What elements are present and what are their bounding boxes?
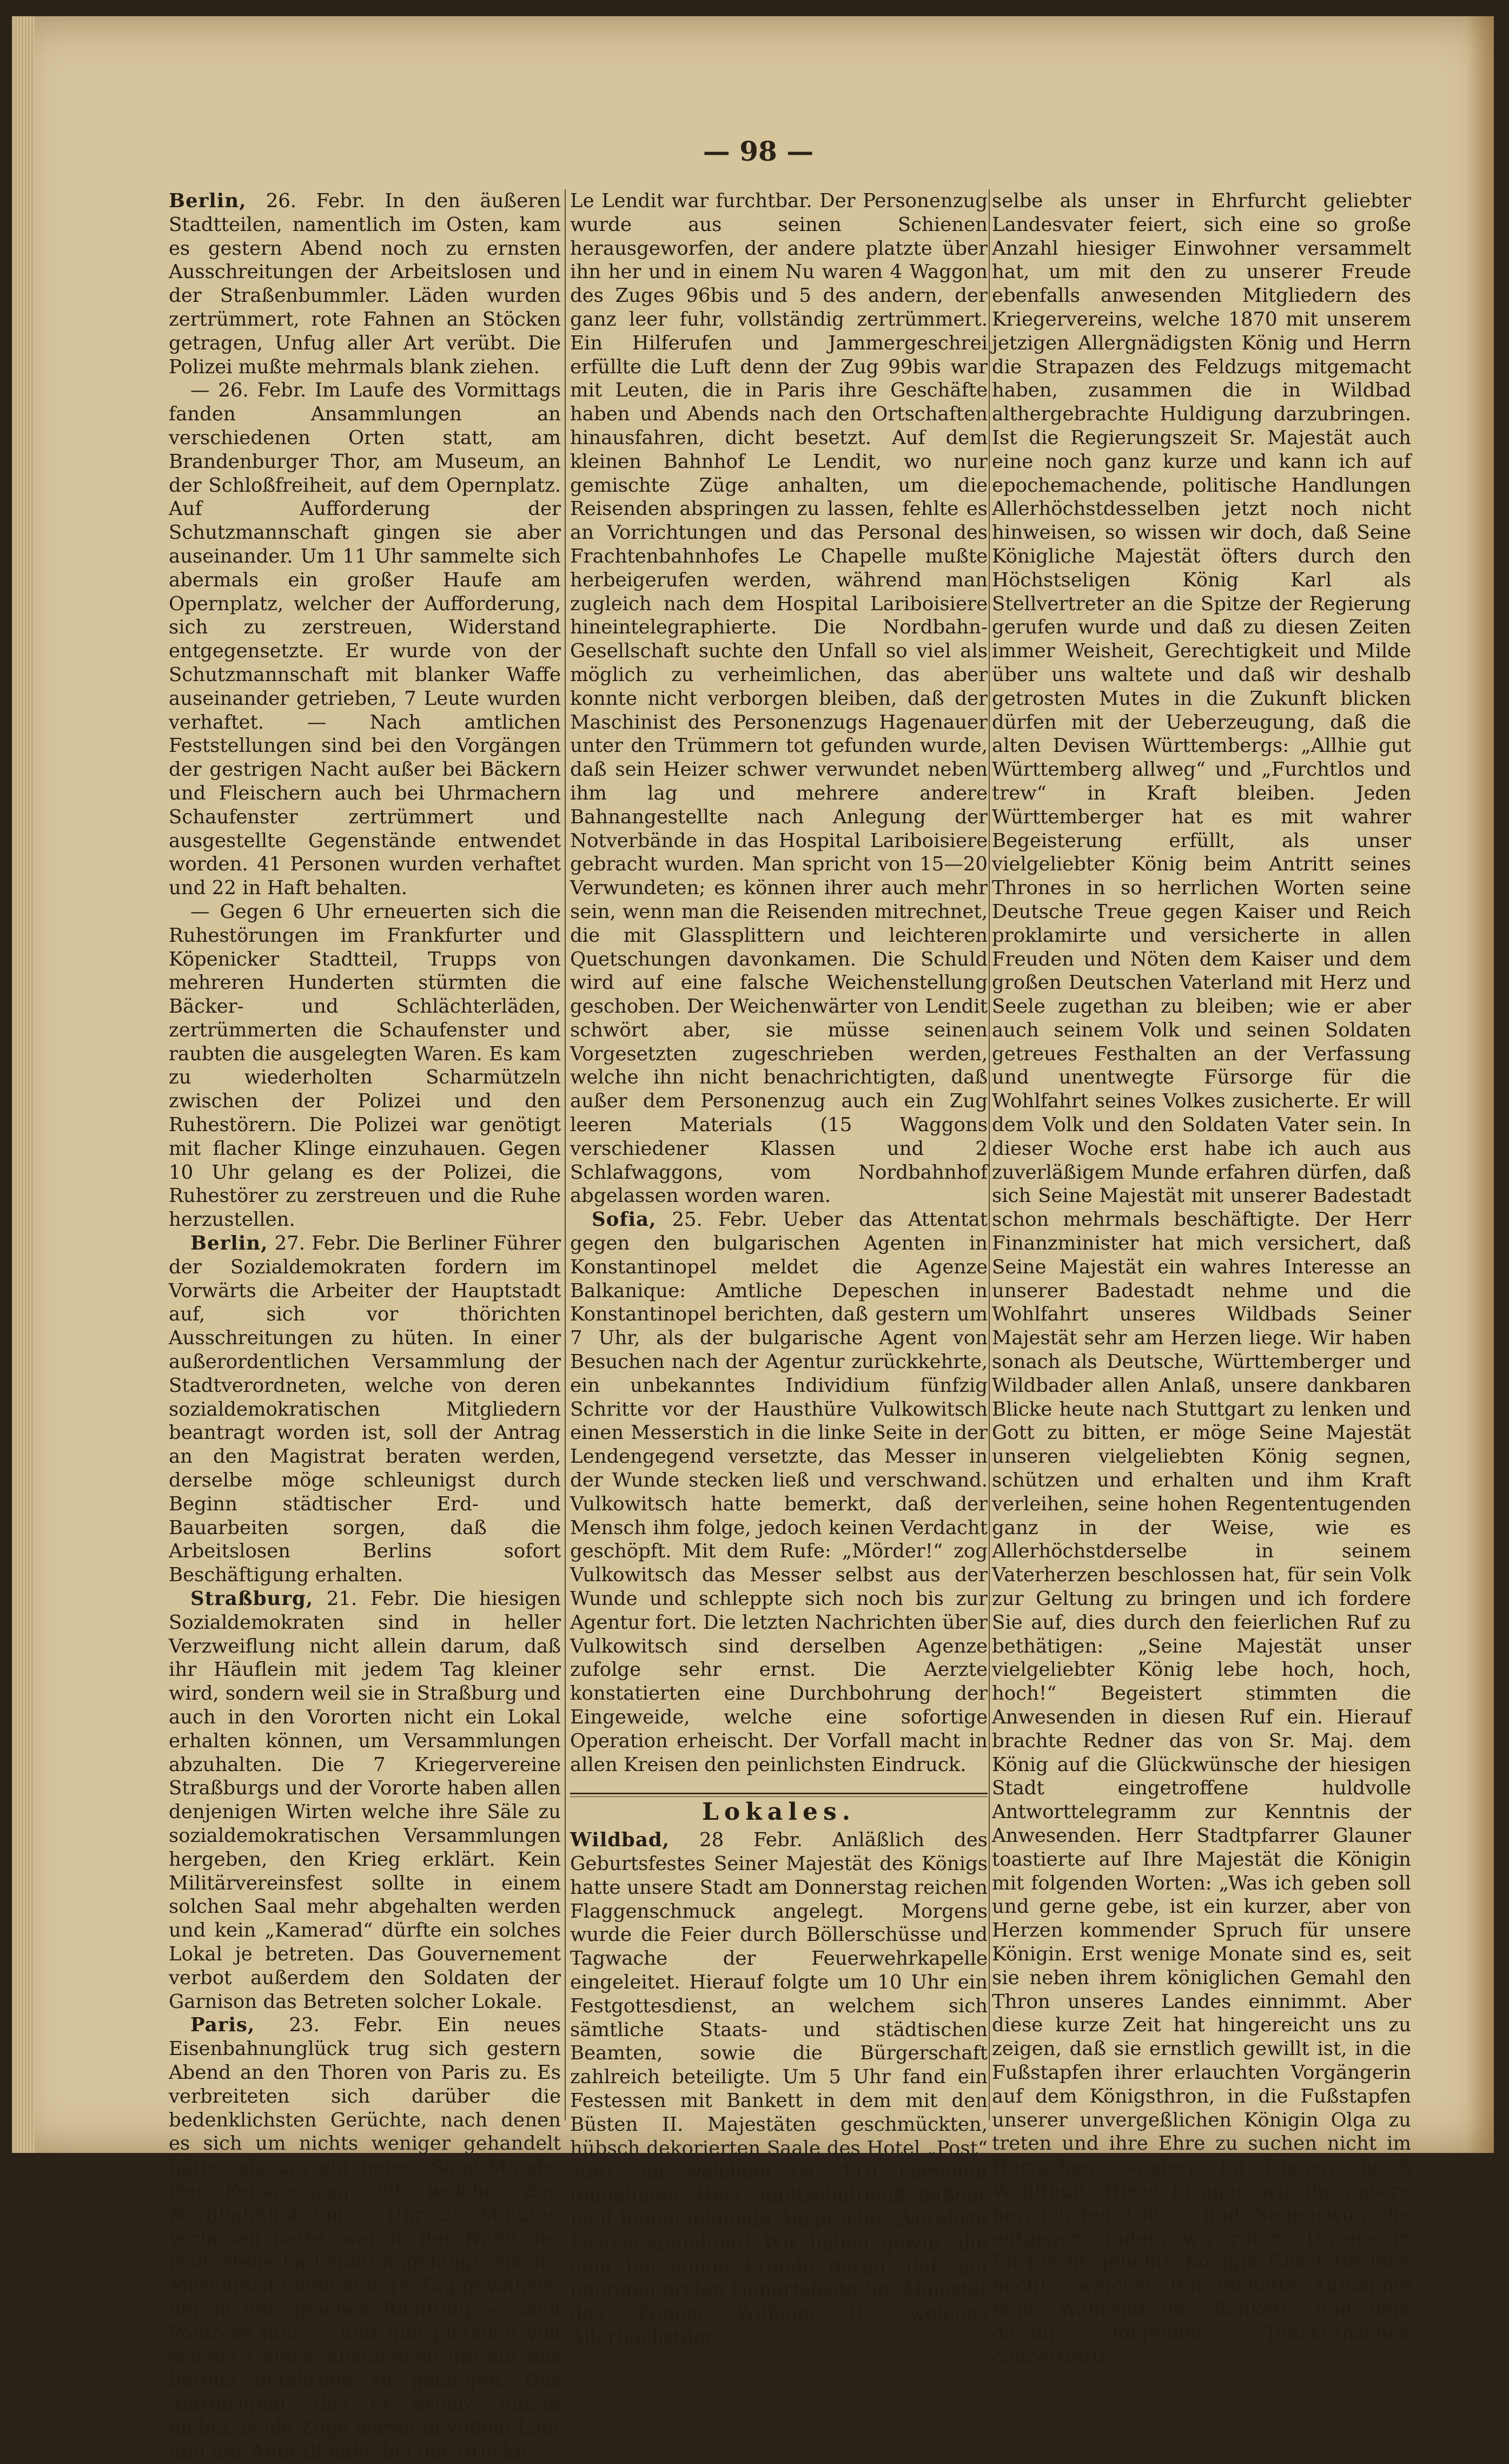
article-text: 21. Febr. Die hiesigen Sozialdemokraten sind in heller Verzweiflung nicht allein darum, daß ihr Häuflein mit jedem Tag kleiner wird, sondern weil sie in Straßburg und auch in den Vororten nicht ein Lokal erhalten können, um Versammlungen abzuhalten. Die 7 Kriegervereine Straßburgs und der Vororte haben allen denjenigen Wirten welche ihre Säle zu sozialdemokratischen Versammlungen hergeben, den Krieg erklärt. Kein Militärvereinsfest sollte in einem solchen Saal mehr abgehalten werden und kein „Kamerad“ dürfte ein solches Lokal je betreten. Das Gouvernement verbot außerdem den Soldaten der Garnison das Betreten solcher Lokale.: [169, 1588, 561, 2013]
dateline: Sofia,: [592, 1208, 657, 1231]
column-rule: [565, 189, 566, 2121]
column-3: [992, 189, 1411, 2368]
article-text: 23. Febr. Ein neues Eisenbahnunglück trug sich gestern Abend an den Thoren von Paris zu. Es verbreiteten sich darüber die bedenklichsten Gerüchte, nach denen es sich um nichts weniger gehandelt hätte, als um ein neues Saint-Mande. Der Personenzug, 99, welcher den Nordbahnhof um 7 Uhr 35 Minuten verlassen hatte, war in der Nähe der Haltestelle La Lendit angelangt, als der Maschinist einen andern Zug gewahrte, der in der gleichen Richtung — nach Pontoise fuhr — und nun plötzlich von seinem Geleise abzulenken um auf das bereits befahrene zu gelangen. Das Alarmsignal, das er erließ, nützte nichts, beide Züge waren in vollem Lauf und der Anprall nahe bei der Brücke: [169, 2014, 561, 2463]
dateline: Berlin,: [190, 1232, 268, 1255]
article-berlin-26: [169, 189, 561, 379]
section-divider: [570, 1793, 988, 1797]
column-2: [570, 189, 988, 2349]
article-paragraph: — Gegen 6 Uhr erneuerten sich die Ruhestörungen im Frankfurter und Köpenicker Stadtteil, Trupps von mehreren Hunderten stürmten die Bäcker- und Schlächterläden, zertrümmerten die Schaufenster und raubten die ausgelegten Waren. Es kam zu wiederholten Scharmützeln zwischen der Polizei und den Ruhestörern. Die Polizei war genötigt mit flacher Klinge einzuhauen. Gegen 10 Uhr gelang es der Polizei, die Ruhestörer zu zerstreuen und die Ruhe herzustellen.: [169, 900, 561, 1231]
article-paragraph: — 26. Febr. Im Laufe des Vormittags fanden Ansammlungen an verschiedenen Orten statt, am Brandenburger Thor, am Museum, an der Schloßfreiheit, auf dem Opernplatz. Auf Aufforderung der Schutzmannschaft gingen sie aber auseinander. Um 11 Uhr sammelte sich abermals ein großer Haufe am Opernplatz, welcher der Aufforderung, sich zu zerstreuen, Widerstand entgegensetzte. Er wurde von der Schutzmannschaft mit blanker Waffe auseinander getrieben, 7 Leute wurden verhaftet. — Nach amtlichen Feststellungen sind bei den Vorgängen der gestrigen Nacht außer bei Bäckern und Fleischern auch bei Uhrmachern Schaufenster zertrümmert und ausgestellte Gegenstände entwendet worden. 41 Personen wurden verhaftet und 22 in Haft behalten.: [169, 379, 561, 900]
article-text: 27. Febr. Die Berliner Führer der Sozialdemokraten fordern im Vorwärts die Arbeiter der Hauptstadt auf, sich vor thörichten Ausschreitungen zu hüten. In einer außerordentlichen Versammlung der Stadtverordneten, welche von deren sozialdemokratischen Mitgliedern beantragt worden ist, soll der Antrag an den Magistrat beraten werden, derselbe möge schleunigst durch Beginn städtischer Erd- und Bauarbeiten sorgen, daß die Arbeitslosen Berlins sofort Beschäftigung erhalten.: [169, 1232, 561, 1587]
article-text: 25. Febr. Ueber das Attentat gegen den bulgarischen Agenten in Konstantinopel meldet die Agenze Balkanique: Amtliche Depeschen in Konstantinopel berichten, daß gestern um 7 Uhr, als der bulgarische Agent von Besuchen nach der Agentur zurückkehrte, ein unbekanntes Individium fünfzig Schritte vor der Hausthüre Vulkowitsch einen Messerstich in die linke Seite in der Lendengegend versetzte, das Messer in der Wunde stecken ließ und verschwand. Vulkowitsch hatte bemerkt, daß der Mensch ihm folge, jedoch keinen Verdacht geschöpft. Mit dem Rufe: „Mörder!“ zog Vulkowitsch das Messer selbst aus der Wunde und schleppte sich noch bis zur Agentur fort. Die letzten Nachrichten über Vulkowitsch sind derselben Agenze zufolge sehr ernst. Die Aerzte konstatierten eine Durchbohrung der Eingeweide, welche eine sofortige Operation erheischt. Der Vorfall macht in allen Kreisen den peinlichsten Eindruck.: [570, 1208, 988, 1776]
article-paris: [169, 2013, 561, 2463]
column-1: [169, 189, 561, 2463]
column-rule: [989, 189, 990, 2121]
article-text: 26. Febr. In den äußeren Stadtteilen, namentlich im Osten, kam es gestern Abend noch zu ernsten Ausschreitungen der Arbeitslosen und der Straßenbummler. Läden wurden zertrümmert, rote Fahnen an Stöcken getragen, Unfug aller Art verübt. Die Polizei mußte mehrmals blank ziehen.: [169, 190, 561, 378]
dateline: Paris,: [190, 2014, 255, 2037]
article-berlin-27: [169, 1232, 561, 1587]
article-text: 28 Febr. Anläßlich des Geburtsfestes Seiner Majestät des Königs hatte unsere Stadt am Donnerstag reichen Flaggenschmuck angelegt. Morgens wurde die Feier durch Böllerschüsse und Tagwache der Feuerwehrkapelle eingeleitet. Hierauf folgte um 10 Uhr ein Festgottesdienst, an welchem sich sämtliche Staats- und städtischen Beamten, sowie die Bürgerschaft zahlreich beteiligte. Um 5 Uhr fand ein Festessen mit Bankett in dem mit den Büsten II. Majestäten geschmückten, hübsch dekorierten Saale des Hotel „Post“ statt, an welchem ca. 110 Personen teilnahmen. Herr Stadtschultheiß Bäßner hielt hiebei folgende Ansprache: „Verehrte Festversammlung! Wir haben gewiß alle eine herzinnige Freude daran, daß am heutigen ersten Geburtsfeste Se. Majestät des Königs Wilhelm II., welches Allerhöchstder-: [570, 1829, 988, 2349]
newspaper-page: [12, 16, 1494, 2463]
dateline: Wildbad,: [570, 1829, 670, 1852]
page-number: — 98 —: [703, 135, 814, 167]
article-wildbad-continued: selbe als unser in Ehrfurcht geliebter Landesvater feiert, sich eine so große Anzahl hiesiger Einwohner versammelt hat, um mit den zu unserer Freude ebenfalls anwesenden Mitgliedern des Kriegervereins, welche 1870 mit unserem jetzigen Allergnädigsten König und Herrn die Strapazen des Feldzugs mitgemacht haben, zusammen die in Wildbad althergebrachte Huldigung darzubringen. Ist die Regierungszeit Sr. Majestät auch eine noch ganz kurze und kann ich auf epochemachende, politische Handlungen Allerhöchstdesselben jetzt noch nicht hinweisen, so wissen wir doch, daß Seine Königliche Majestät öfters durch den Höchstseligen König Karl als Stellvertreter an die Spitze der Regierung gerufen wurde und daß zu diesen Zeiten immer Weisheit, Gerechtigkeit und Milde über uns waltete und daß wir deshalb getrosten Mutes in die Zukunft blicken dürfen mit der Ueberzeugung, daß die alten Devisen Württembergs: „Allhie gut Württemberg allweg“ und „Furchtlos und trew“ in Kraft bleiben. Jeden Württemberger hat es mit wahrer Begeisterung erfüllt, als unser vielgeliebter König beim Antritt seines Thrones in so herrlichen Worten seine Deutsche Treue gegen Kaiser und Reich proklamirte und versicherte in allen Freuden und Nöten dem Kaiser und dem großen Deutschen Vaterland mit Herz und Seele zugethan zu bleiben; wie er aber auch seinem Volk und seinen Soldaten getreues Festhalten an der Verfassung und unentwegte Fürsorge für die Wohlfahrt seines Volkes zusicherte. Er will dem Volk und den Soldaten Vater sein. In dieser Woche erst habe ich auch aus zuverläßigem Munde erfahren dürfen, daß sich Seine Majestät mit unserer Badestadt schon mehrmals beschäftigte. Der Herr Finanzminister hat mich versichert, daß Seine Majestät ein wahres Interesse an unserer Badestadt nehme und die Wohlfahrt unseres Wildbads Seiner Majestät sehr am Herzen liege. Wir haben sonach als Deutsche, Württemberger und Wildbader allen Anlaß, unsere dankbaren Blicke heute nach Stuttgart zu lenken und Gott zu bitten, er möge Seine Majestät unseren vielgeliebten König segnen, schützen und erhalten und ihm Kraft verleihen, seine hohen Regententugenden ganz in der Weise, wie es Allerhöchstderselbe in seinem Vaterherzen beschlossen hat, für sein Volk zur Geltung zu bringen und ich fordere Sie auf, dies durch den feierlichen Ruf zu bethätigen: „Seine Majestät unser vielgeliebter König lebe hoch, hoch, hoch!“ Begeistert stimmten die Anwesenden in diesen Ruf ein. Hierauf brachte Redner das von Sr. Maj. dem König auf die Glückwünsche der hiesigen Stadt eingetroffene huldvolle Antworttelegramm zur Kenntnis der Anwesenden. Herr Stadtpfarrer Glauner toastierte auf Ihre Majestät die Königin mit folgenden Worten: „Was ich geben soll und gerne gebe, ist ein kurzer, aber von Herzen kommender Spruch für unsere Königin. Erst wenige Monate sind es, seit sie neben ihrem königlichen Gemahl den Thron unseres Landes einnimmt. Aber diese kurze Zeit hat hingereicht uns zu zeigen, daß sie ernstlich gewillt ist, in die Fußstapfen ihrer erlauchten Vorgängerin auf dem Königsthron, in die Fußstapfen unserer unvergeßlichen Königin Olga zu treten und ihre Ehre zu suchen nicht im Herrschen, sondern im Dienen durch Wohlthun. Hiezu bringen wir ihr unsere herzlichsten Glück- und Segenswünsche entgegen, indem wir rufen: Unsere in Ehrfurcht geliebte Königin Charlotte lebe hoch!“, welcher Ruf lebhafte Aufnahme fand. Während des Banketts und dem darauf folgenden Tanzkränzchen concertierte: [992, 190, 1411, 2368]
section-heading-lokales: Lokales.: [701, 1798, 856, 1826]
dateline: Straßburg,: [190, 1588, 314, 1610]
dateline: Berlin,: [169, 190, 247, 212]
page-edge: [12, 16, 35, 2153]
article-wildbad: [570, 1828, 988, 2350]
article-sofia: [570, 1208, 988, 1776]
article-paris-continued: Le Lendit war furchtbar. Der Personenzug wurde aus seinen Schienen herausgeworfen, der andere platzte über ihn her und in einem Nu waren 4 Waggon des Zuges 96bis und 5 des andern, der ganz leer fuhr, vollständig zertrümmert. Ein Hilferufen und Jammergeschrei erfüllte die Luft denn der Zug 99bis war mit Leuten, die in Paris ihre Geschäfte haben und Abends nach den Ortschaften hinausfahren, dicht besetzt. Auf dem kleinen Bahnhof Le Lendit, wo nur gemischte Züge anhalten, um die Reisenden abspringen zu lassen, fehlte es an Vorrichtungen und das Personal des Frachtenbahnhofes Le Chapelle mußte herbeigerufen werden, während man zugleich nach dem Hospital Lariboisiere hineintelegraphierte. Die Nordbahn-Gesellschaft suchte den Unfall so viel als möglich zu verheimlichen, das aber konnte nicht verborgen bleiben, daß der Maschinist des Personenzugs Hagenauer unter den Trümmern tot gefunden wurde, daß sein Heizer schwer verwundet neben ihm lag und mehrere andere Bahnangestellte nach Anlegung der Notverbände in das Hospital Lariboisiere gebracht wurden. Man spricht von 15—20 Verwundeten; es können ihrer auch mehr sein, wenn man die Reisenden mitrechnet, die mit Glassplittern und leichteren Quetschungen davonkamen. Die Schuld wird auf eine falsche Weichenstellung geschoben. Der Weichenwärter von Lendit schwört aber, sie müsse seinen Vorgesetzten zugeschrieben werden, welche ihn nicht benachrichtigten, daß außer dem Personenzug auch ein Zug leeren Materials (15 Waggons verschiedener Klassen und 2 Schlafwaggons, vom Nordbahnhof abgelassen worden waren.: [570, 190, 988, 1207]
article-strassburg: [169, 1587, 561, 2013]
page-stain: [1467, 16, 1494, 2153]
